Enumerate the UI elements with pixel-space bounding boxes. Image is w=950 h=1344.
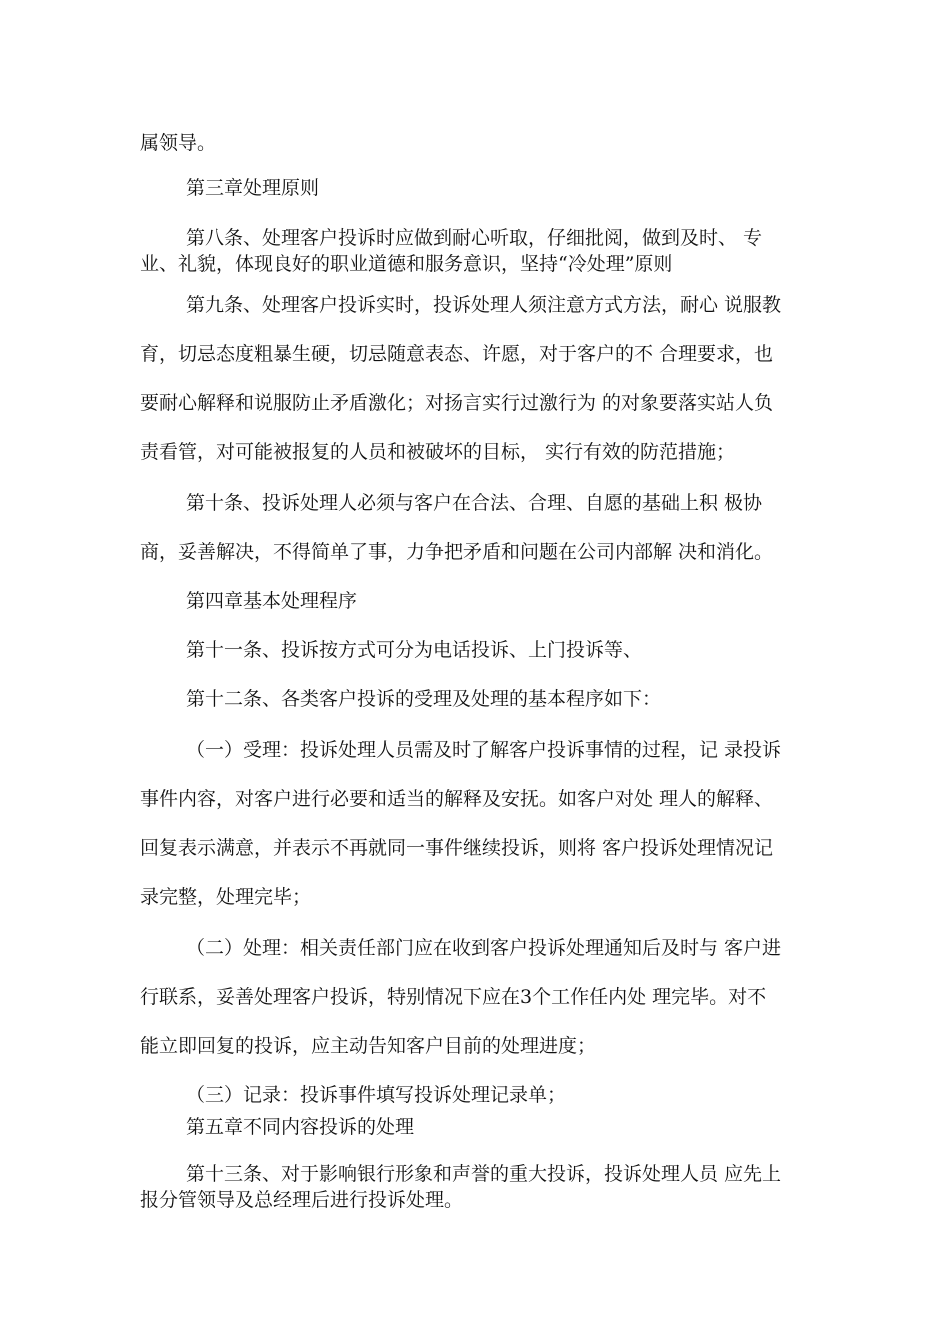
text-line: 第八条、处理客户投诉时应做到耐心听取，仔细批阅，做到及时、 专 [186,227,763,249]
text-line: 第十一条、投诉按方式可分为电话投诉、上门投诉等、 [186,639,643,661]
chapter-heading: 第五章不同内容投诉的处理 [186,1116,415,1138]
text-line: 能立即回复的投诉，应主动告知客户目前的处理进度； [140,1035,597,1057]
text-line: 事件内容，对客户进行必要和适当的解释及安抚。如客户对处 理人的解释、 [140,788,774,810]
text-line: 回复表示满意，并表示不再就同一事件继续投诉，则将 客户投诉处理情况记 [140,837,774,859]
text-line: 行联系，妥善处理客户投诉，特别情况下应在3个工作任内处 理完毕。对不 [140,986,767,1008]
text-line: 报分管领导及总经理后进行投诉处理。 [140,1189,464,1211]
text-line: （三）记录：投诉事件填写投诉处理记录单； [186,1084,567,1106]
chapter-heading: 第四章基本处理程序 [186,590,358,612]
text-line: 要耐心解释和说服防止矛盾激化；对扬言实行过激行为 的对象要落实站人负 [140,392,774,414]
text-line: 第十二条、各类客户投诉的受理及处理的基本程序如下： [186,688,662,710]
text-line: 属领导。 [140,132,217,154]
text-line: 第九条、处理客户投诉实时，投诉处理人须注意方式方法，耐心 说服教 [186,294,782,316]
text-line: 责看管，对可能被报复的人员和被破坏的目标， 实行有效的防范措施； [140,441,736,463]
text-line: 育，切忌态度粗暴生硬，切忌随意表态、许愿，对于客户的不 合理要求，也 [140,343,774,365]
text-line: （一）受理：投诉处理人员需及时了解客户投诉事情的过程，记 录投诉 [186,739,782,761]
text-line: 商，妥善解决，不得简单了事，力争把矛盾和问题在公司内部解 决和消化。 [140,541,774,563]
text-line: （二）处理：相关责任部门应在收到客户投诉处理通知后及时与 客户进 [186,937,782,959]
chapter-heading: 第三章处理原则 [186,177,320,199]
text-line: 第十条、投诉处理人必须与客户在合法、合理、自愿的基础上积 极协 [186,492,763,514]
text-line: 业、礼貌，体现良好的职业道德和服务意识，坚持“冷处理”原则 [140,253,673,275]
text-line: 第十三条、对于影响银行形象和声誉的重大投诉，投诉处理人员 应先上 [186,1163,782,1185]
text-line: 录完整，处理完毕； [140,886,312,908]
